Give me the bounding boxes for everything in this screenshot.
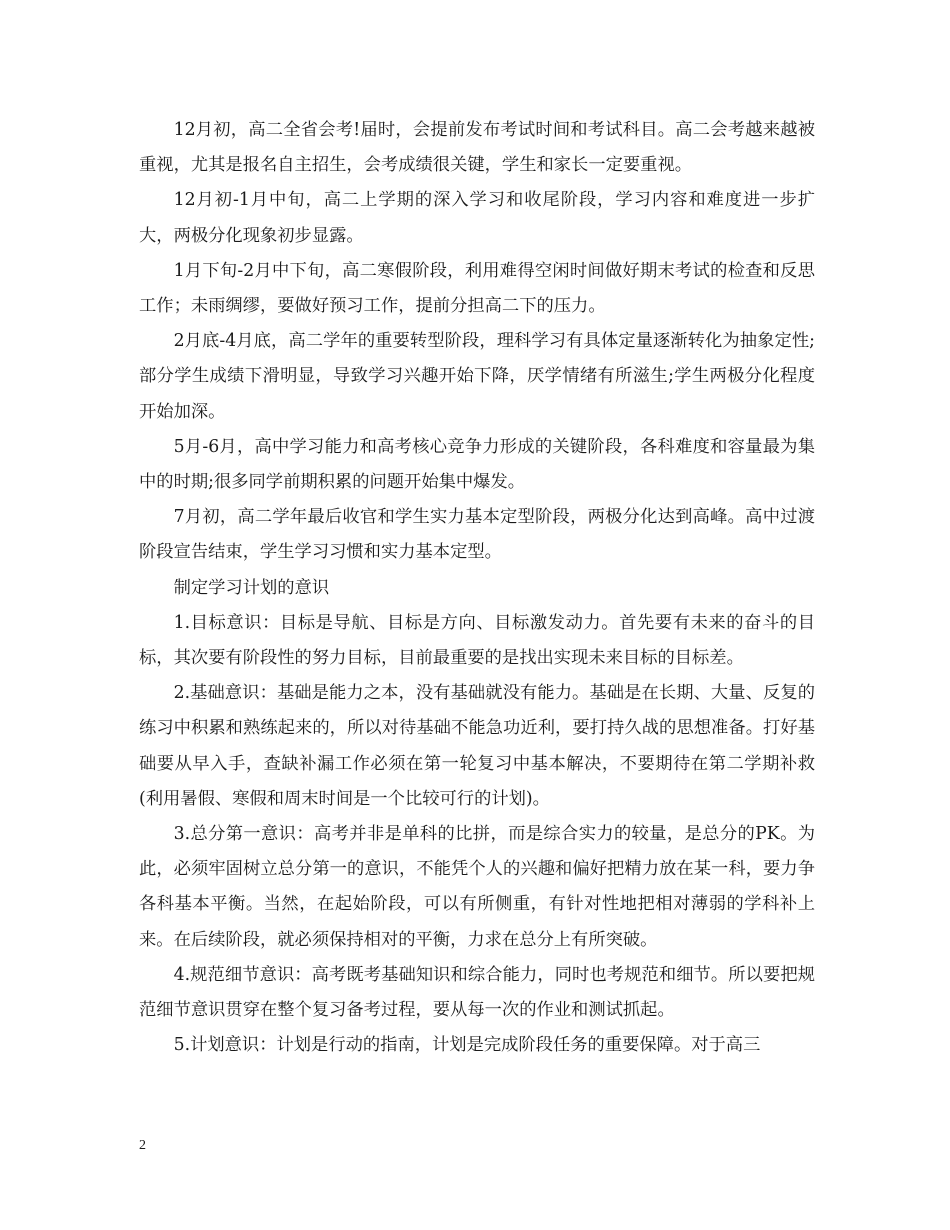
paragraph-dec-jan: 12月初-1月中旬，高二上学期的深入学习和收尾阶段，学习内容和难度进一步扩大，两极分化现象初步显露。 — [139, 190, 815, 246]
paragraph-feb-apr: 2月底-4月底，高二学年的重要转型阶段，理科学习有具体定量逐渐转化为抽象定性;部分学生成绩下滑明显，导致学习兴趣开始下降，厌学情绪有所滋生;学生两极分化程度开始加深。 — [139, 331, 815, 422]
paragraph-total-score-awareness: 3.总分第一意识：高考并非是单科的比拼，而是综合实力的较量，是总分的PK。为此，必须牢固树立总分第一的意识，不能凭个人的兴趣和偏好把精力放在某一科，要力争各科基本平衡。当然，在起始阶段，可以有所侧重，有针对性地把相对薄弱的学科补上来。在后续阶段，就必须保持相对的平衡，力求在总分上有所突破。 — [139, 824, 815, 950]
paragraph-goal-awareness: 1.目标意识：目标是导航、目标是方向、目标激发动力。首先要有未来的奋斗的目标，其次要有阶段性的努力目标，目前最重要的是找出实现未来目标的目标差。 — [139, 612, 815, 669]
paragraph-detail-awareness: 4.规范细节意识：高考既考基础知识和综合能力，同时也考规范和细节。所以要把规范细节意识贯穿在整个复习备考过程，要从每一次的作业和测试抓起。 — [139, 964, 815, 1021]
paragraph-dec-exam: 12月初，高二全省会考!届时，会提前发布考试时间和考试科目。高二会考越来越被重视，尤其是报名自主招生，会考成绩很关键，学生和家长一定要重视。 — [139, 120, 815, 176]
paragraph-may-jun: 5月-6月，高中学习能力和高考核心竞争力形成的关键阶段，各科难度和容量最为集中的时期;很多同学前期积累的问题开始集中爆发。 — [139, 436, 815, 493]
section-heading-study-plan: 制定学习计划的意识 — [173, 577, 330, 598]
paragraph-july: 7月初，高二学年最后收官和学生实力基本定型阶段，两极分化达到高峰。高中过渡阶段宣告结束，学生学习习惯和实力基本定型。 — [139, 507, 815, 563]
paragraph-plan-awareness: 5.计划意识：计划是行动的指南，计划是完成阶段任务的重要保障。对于高三 — [173, 1035, 761, 1056]
paragraph-foundation-awareness: 2.基础意识：基础是能力之本，没有基础就没有能力。基础是在长期、大量、反复的练习中积累和熟练起来的，所以对待基础不能急功近利，要打持久战的思想准备。打好基础要从早入手，查缺补漏工作必须在第一轮复习中基本解决，不要期待在第二学期补救(利用暑假、寒假和周末时间是一个比较可行的计划)。 — [139, 683, 815, 809]
paragraph-winter-break: 1月下旬-2月中下旬，高二寒假阶段，利用难得空闲时间做好期末考试的检查和反思工作；未雨绸缪，要做好预习工作，提前分担高二下的压力。 — [139, 260, 815, 317]
page-number: 2 — [139, 1138, 146, 1153]
document-body — [139, 113, 815, 1063]
